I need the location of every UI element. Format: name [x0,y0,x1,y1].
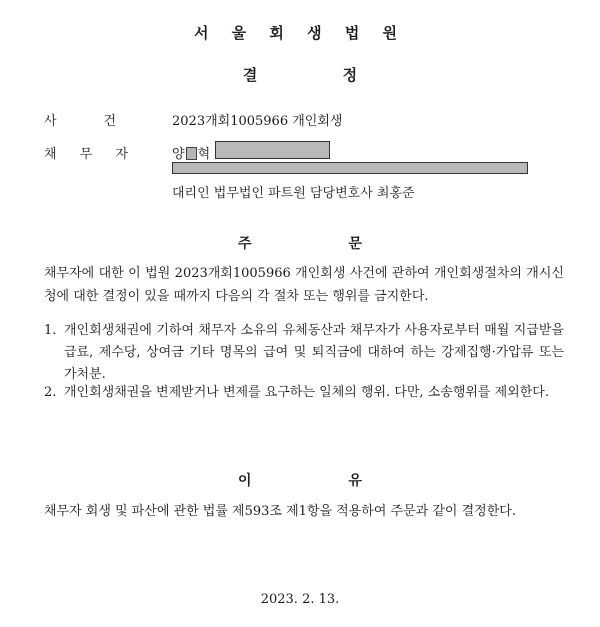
order-item-2: 2. 개인회생채권을 변제받거나 변제를 요구하는 일체의 행위. 다만, 소송행위를 제외한다. [44,385,549,400]
reason-heading: 이 유 [238,473,408,489]
reason-paragraph: 채무자 회생 및 파산에 관한 법률 제593조 제1항을 적용하여 주문과 같이 결정한다. [44,504,516,519]
case-label: 사 건 [44,114,116,129]
order-item-1: 1. 개인회생채권에 기하여 채무자 소유의 유체동산과 채무자가 사용자로부터 매월 지급받을 급료, 제수당, 상여금 기타 명목의 급여 및 퇴직금에 대하여 하는 강제집행·가압류 또는 가처분. [44,323,564,382]
case-number: 2023개회1005966 개인회생 [172,114,343,129]
redacted-identifier-block [215,141,330,159]
debtor-label: 채 무 자 [44,147,128,162]
redaction-mark [186,147,197,160]
order-heading: 주 문 [238,236,408,252]
redacted-address-block [172,162,528,174]
debtor-representative: 대리인 법무법인 파트원 담당변호사 최홍준 [172,186,415,201]
decision-date: 2023. 2. 13. [260,592,340,607]
court-name: 서 울 회 생 법 원 [193,24,407,42]
order-intro-paragraph: 채무자에 대한 이 법원 2023개회1005966 개인회생 사건에 관하여 개인회생절차의 개시신청에 대한 결정이 있을 때까지 다음의 각 절차 또는 행위를 금지한다. [44,266,564,304]
debtor-name: 양 혁 [172,147,211,162]
document-type-title: 결 정 [242,66,398,84]
